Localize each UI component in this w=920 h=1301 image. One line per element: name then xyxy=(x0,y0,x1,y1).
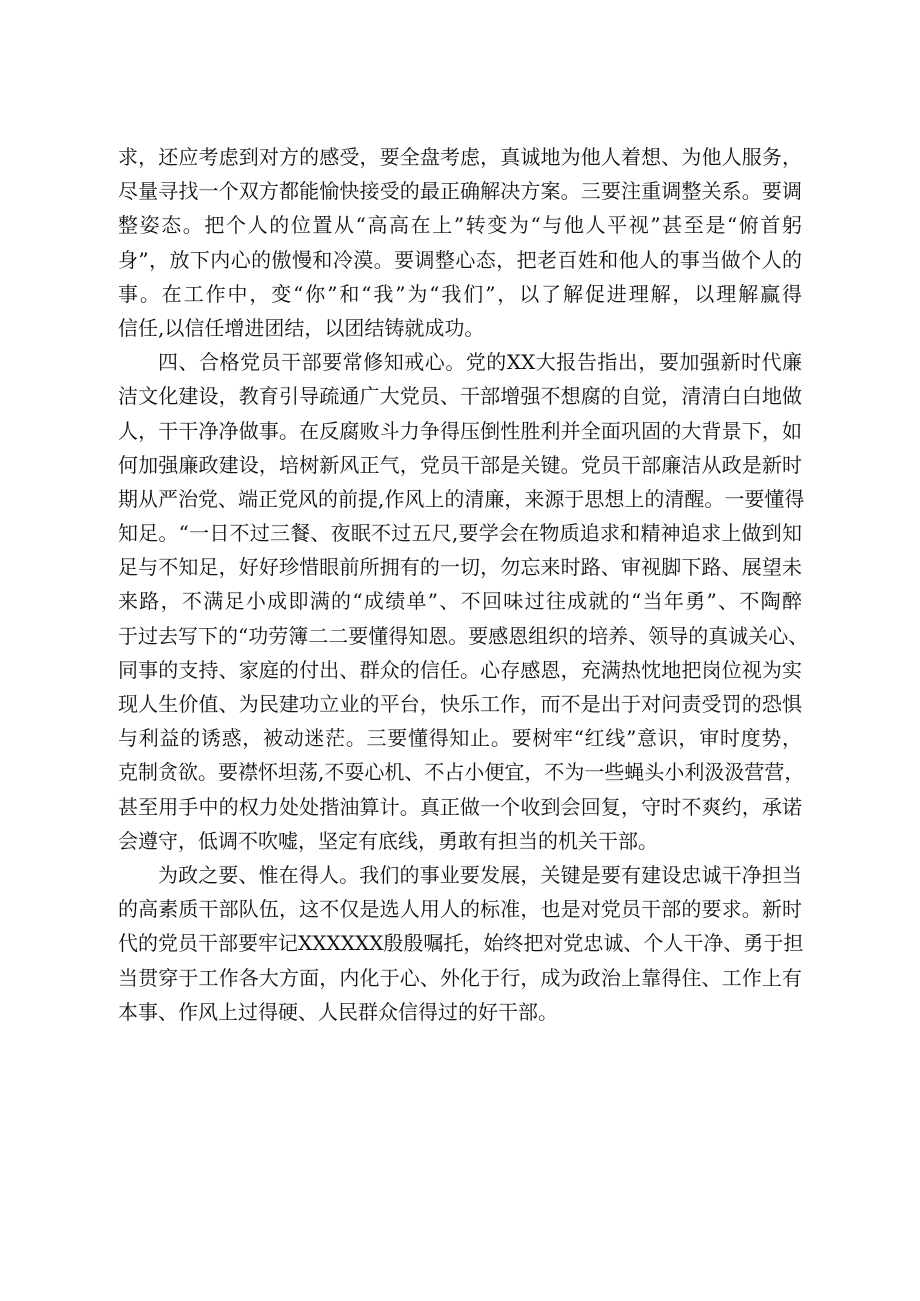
text-line: 四、合格党员干部要常修知戒心。党的XX大报告指出，要加强新时代廉 xyxy=(158,350,802,375)
text-line: 整姿态。把个人的位置从“高高在上”转变为“与他人平视”甚至是“俯首躬 xyxy=(118,213,802,238)
paragraph xyxy=(118,140,802,345)
text-line: 代的党员干部要牢记XXXXXX殷殷嘱托，始终把对党忠诚、个人干净、勇于担 xyxy=(118,931,804,956)
text-line: 人，干干净净做事。在反腐败斗力争得压倒性胜利并全面巩固的大背景下，如 xyxy=(118,418,802,443)
document-page xyxy=(118,140,809,1029)
text-line: 信任,以信任增进团结，以团结铸就成功。 xyxy=(118,315,485,340)
text-line: 的高素质干部队伍，这不仅是选人用人的标准，也是对党员干部的要求。新时 xyxy=(118,897,802,922)
text-line: 本事、作风上过得硬、人民群众信得过的好干部。 xyxy=(118,999,558,1024)
text-line: 同事的支持、家庭的付出、群众的信任。心存感恩，充满热忱地把岗位视为实 xyxy=(118,657,802,682)
text-line: 求，还应考虑到对方的感受，要全盘考虑，真诚地为他人着想、为他人服务， xyxy=(118,145,802,169)
text-line: 甚至用手中的权力处处揩油算计。真正做一个收到会回复，守时不爽约，承诺 xyxy=(118,794,802,819)
text-line: 知足。“一日不过三餐、夜眠不过五尺,要学会在物质追求和精神追求上做到知 xyxy=(118,521,802,546)
text-line: 身”，放下内心的傲慢和冷漠。要调整心态，把老百姓和他人的事当做个人的 xyxy=(118,247,802,272)
paragraph xyxy=(118,858,802,1029)
text-line: 尽量寻找一个双方都能愉快接受的最正确解决方案。三要注重调整关系。要调 xyxy=(118,179,802,204)
text-line: 事。在工作中，变“你”和“我”为“我们”，以了解促进理解，以理解赢得 xyxy=(118,281,802,306)
text-line: 何加强廉政建设，培树新风正气，党员干部是关键。党员干部廉洁从政是新时 xyxy=(118,452,802,477)
text-line: 洁文化建设，教育引导疏通广大党员、干部增强不想腐的自觉，清清白白地做 xyxy=(118,384,802,409)
paragraph xyxy=(118,345,809,858)
text-line: 来路，不满足小成即满的“成绩单”、不回味过往成就的“当年勇”、不陶醉 xyxy=(118,589,802,614)
text-line: 于过去写下的“功劳簿二二要懂得知恩。要感恩组织的培养、领导的真诚关心、 xyxy=(118,623,809,648)
text-line: 当贯穿于工作各大方面，内化于心、外化于行，成为政治上靠得住、工作上有 xyxy=(118,965,802,990)
text-line: 现人生价值、为民建功立业的平台，快乐工作，而不是出于对问责受罚的恐惧 xyxy=(118,692,802,716)
text-line: 会遵守，低调不吹嘘，坚定有底线，勇敢有担当的机关干部。 xyxy=(118,828,658,853)
text-line: 期从严治党、端正党风的前提,作风上的清廉，来源于思想上的清醒。一要懂得 xyxy=(118,486,805,511)
text-line: 足与不知足，好好珍惜眼前所拥有的一切，勿忘来时路、审视脚下路、展望未 xyxy=(118,555,802,580)
text-line: 克制贪欲。要襟怀坦荡,不耍心机、不占小便宜，不为一些蝇头小利汲汲营营， xyxy=(118,760,805,785)
text-line: 为政之要、惟在得人。我们的事业要发展，关键是要有建设忠诚干净担当 xyxy=(158,862,802,887)
text-line: 与利益的诱惑，被动迷茫。三要懂得知止。要树牢“红线”意识，审时度势， xyxy=(118,726,802,751)
